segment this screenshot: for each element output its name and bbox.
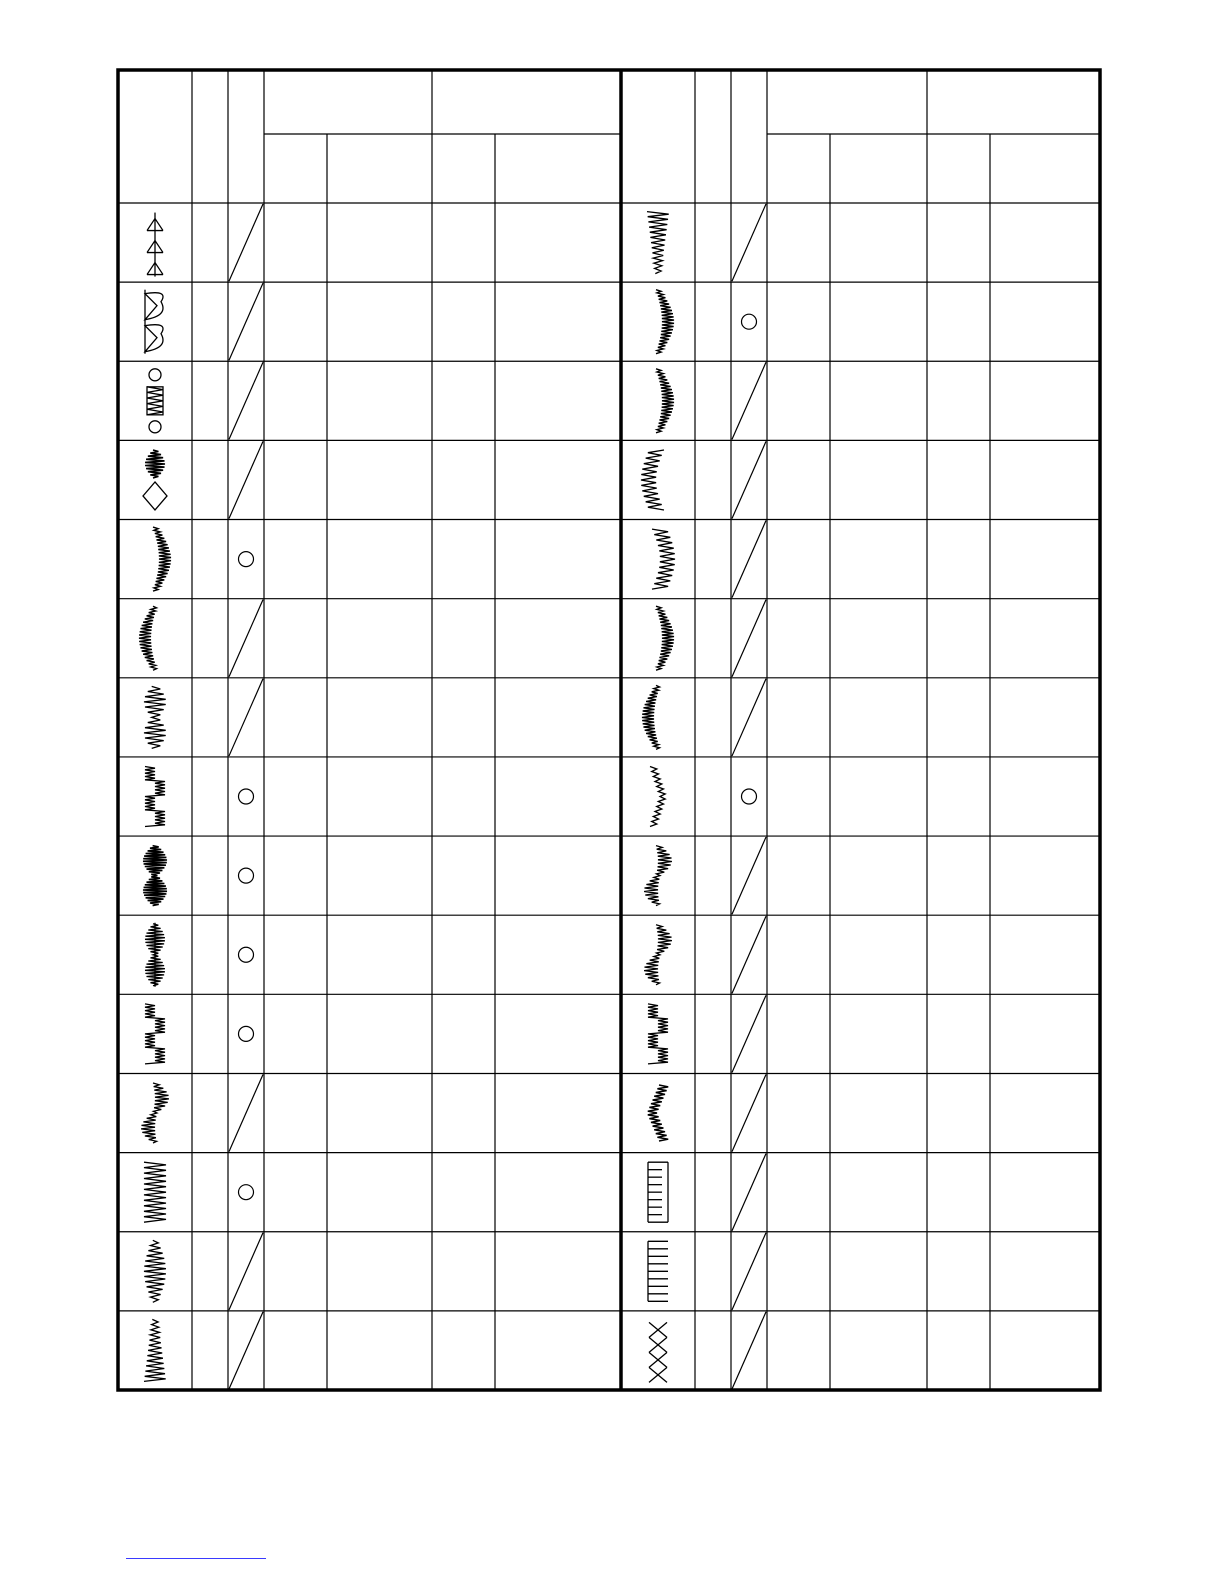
- oval-satin-stitch-icon: [143, 846, 167, 906]
- slash-mark-icon: [732, 995, 766, 1072]
- slash-mark-icon: [229, 283, 263, 360]
- slash-mark-icon: [732, 441, 766, 518]
- circle-mark-icon: [742, 314, 757, 329]
- slash-mark-icon: [229, 679, 263, 756]
- stepped-zigzag-stitch-icon: [145, 767, 165, 827]
- diamond-beads-stitch-icon: [145, 923, 165, 987]
- crescent-left-stitch-icon: [642, 685, 660, 749]
- solid-scallop-stitch-icon: [656, 290, 674, 354]
- table-cells: [139, 204, 766, 1389]
- heart-stitch-icon: [145, 290, 163, 354]
- slash-mark-icon: [732, 600, 766, 677]
- circle-mark-icon: [239, 1026, 254, 1041]
- slash-mark-icon: [229, 362, 263, 439]
- slash-mark-icon: [732, 1312, 766, 1389]
- table-grid: [118, 70, 1100, 1390]
- circle-mark-icon: [239, 1185, 254, 1200]
- ramp-zigzag-reverse-stitch-icon: [647, 212, 669, 274]
- bolt-zigzag-stitch-icon: [650, 767, 665, 827]
- crescent-scallop-left-stitch-icon: [139, 606, 157, 670]
- wavy-zigzag-stitch-icon: [644, 925, 672, 985]
- slash-mark-icon: [732, 521, 766, 598]
- circle-mark-icon: [239, 947, 254, 962]
- tapered-zigzag-stitch-icon: [144, 1240, 166, 1302]
- diamond-satin-stitch-icon: [143, 450, 167, 510]
- circle-mark-icon: [239, 789, 254, 804]
- slash-mark-icon: [732, 1154, 766, 1231]
- sunburst-left-stitch-icon: [641, 450, 664, 510]
- slash-mark-icon: [732, 204, 766, 281]
- slash-mark-icon: [732, 679, 766, 756]
- circle-mark-icon: [742, 789, 757, 804]
- slash-mark-icon: [229, 600, 263, 677]
- slash-mark-icon: [229, 204, 263, 281]
- slash-mark-icon: [732, 1233, 766, 1310]
- circle-mark-icon: [239, 552, 254, 567]
- wide-zigzag-stitch-icon: [144, 1162, 166, 1222]
- slash-mark-icon: [732, 916, 766, 993]
- solid-scallop-inverse-stitch-icon: [656, 369, 674, 433]
- triple-arrow-stitch-icon: [147, 213, 163, 277]
- chevron-satin-stitch-icon: [648, 1085, 668, 1141]
- ladder-open-stitch-icon: [648, 1241, 668, 1301]
- footer-rule: [126, 1558, 266, 1559]
- leaf-vine-stitch-icon: [141, 1083, 169, 1143]
- slash-mark-icon: [229, 441, 263, 518]
- slash-mark-icon: [229, 1233, 263, 1310]
- crescent-right-stitch-icon: [656, 606, 674, 670]
- slash-mark-icon: [229, 1312, 263, 1389]
- slash-mark-icon: [229, 1074, 263, 1151]
- wave-satin-stitch-icon: [644, 846, 672, 906]
- ladder-stitch-icon: [648, 1162, 668, 1222]
- square-wave-stitch-icon: [648, 1004, 668, 1064]
- crescent-scallop-right-stitch-icon: [153, 527, 171, 591]
- dumbbell-satin-stitch-icon: [147, 369, 163, 433]
- slash-mark-icon: [732, 362, 766, 439]
- slash-mark-icon: [732, 1074, 766, 1151]
- arrow-zigzag-stitch-icon: [144, 686, 166, 748]
- sunburst-right-stitch-icon: [652, 529, 675, 589]
- staircase-satin-stitch-icon: [145, 1004, 165, 1064]
- ramp-zigzag-stitch-icon: [144, 1319, 166, 1381]
- slash-mark-icon: [732, 837, 766, 914]
- cross-stitch-icon: [649, 1322, 667, 1382]
- circle-mark-icon: [239, 868, 254, 883]
